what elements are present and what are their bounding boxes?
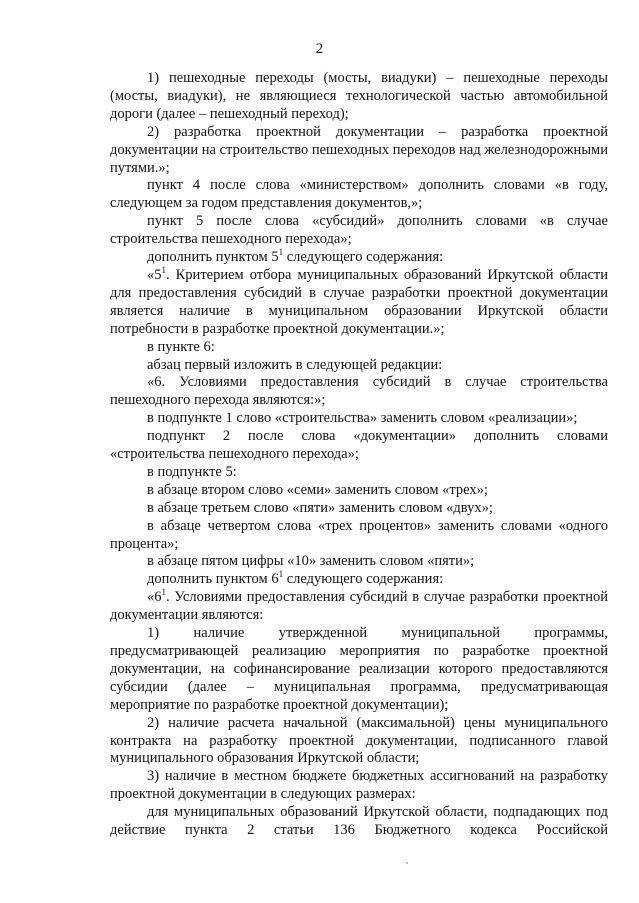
paragraph: для муниципальных образований Иркутской области, подпадающих под действие пункта 2 статьи 136 Бюджетного кодекса Российской <box>110 804 608 839</box>
paragraph-text: следующего содержания: <box>283 249 444 266</box>
paragraph: в подпункте 1 слово «строительства» заменить словом «реализации»; <box>147 410 578 427</box>
paragraph <box>110 571 608 589</box>
paragraph-text: дополнить пунктом 6 <box>147 571 279 588</box>
paragraph: в абзаце четвертом слова «трех процентов» заменить словами «одного процента»; <box>110 517 608 552</box>
paragraph <box>110 589 608 625</box>
paragraph-text: следующего содержания: <box>283 571 444 588</box>
paragraph-text: «5 <box>147 266 162 283</box>
paragraph: в абзаце пятом цифры «10» заменить словом «пяти»; <box>147 553 475 570</box>
paragraph: пункт 4 после слова «министерством» дополнить словами «в году, следующем за годом представления документов,»; <box>110 177 608 212</box>
superscript: 1 <box>278 569 284 580</box>
superscript: 1 <box>161 264 166 275</box>
paragraph-text: . Условиями предоставления субсидий в случае разработки проектной документации являются: <box>110 589 608 624</box>
paragraph <box>110 264 608 339</box>
document-body <box>110 70 608 840</box>
paragraph: 1) пешеходные переходы (мосты, виадуки) – пешеходные переходы (мосты, виадуки), не являющиеся технологической частью автомобильной дороги (далее – пешеходный переход); <box>110 70 608 122</box>
paragraph: «6. Условиями предоставления субсидий в случае строительства пешеходного перехода являются:»; <box>110 374 608 409</box>
scan-speck <box>406 862 408 864</box>
paragraph-text: «6 <box>147 589 162 606</box>
paragraph: подпункт 2 после слова «документации» дополнить словами «строительства пешеходного перехода»; <box>110 428 608 463</box>
paragraph: абзац первый изложить в следующей редакции: <box>147 356 443 373</box>
paragraph: в подпункте 5: <box>147 463 237 480</box>
paragraph-text: . Критерием отбора муниципальных образований Иркутской области для предоставления субсидий в случае разработки проектной документации является наличие в муниципальном образовании Иркутской области потребности в разработке проектной документации.»; <box>110 266 608 337</box>
paragraph: пункт 5 после слова «субсидий» дополнить словами «в случае строительства пешеходного перехода»; <box>110 213 608 248</box>
paragraph: в пункте 6: <box>147 338 215 355</box>
paragraph: 2) разработка проектной документации – разработка проектной документации на строительство пешеходных переходов над железнодорожными путями.»; <box>110 123 608 176</box>
superscript: 1 <box>161 587 166 598</box>
paragraph-text: дополнить пунктом 5 <box>147 249 279 266</box>
paragraph: 3) наличие в местном бюджете бюджетных ассигнований на разработку проектной документации в следующих размерах: <box>110 768 608 803</box>
paragraph: в абзаце третьем слово «пяти» заменить словом «двух»; <box>147 499 493 516</box>
paragraph: в абзаце втором слово «семи» заменить словом «трех»; <box>147 481 488 498</box>
superscript: 1 <box>278 247 284 258</box>
paragraph <box>110 249 608 267</box>
page-number: 2 <box>315 41 324 57</box>
paragraph: 1) наличие утвержденной муниципальной программы, предусматривающей реализацию мероприятия по разработке проектной документации, на софинансирование реализации которого предоставляются субсидии (далее – муниципальная программа, предусматривающая мероприятие по разработке проектной документации); <box>110 625 608 713</box>
paragraph: 2) наличие расчета начальной (максимальной) цены муниципального контракта на разработку проектной документации, подписанного главой муниципального образования Иркутской области; <box>110 714 608 767</box>
